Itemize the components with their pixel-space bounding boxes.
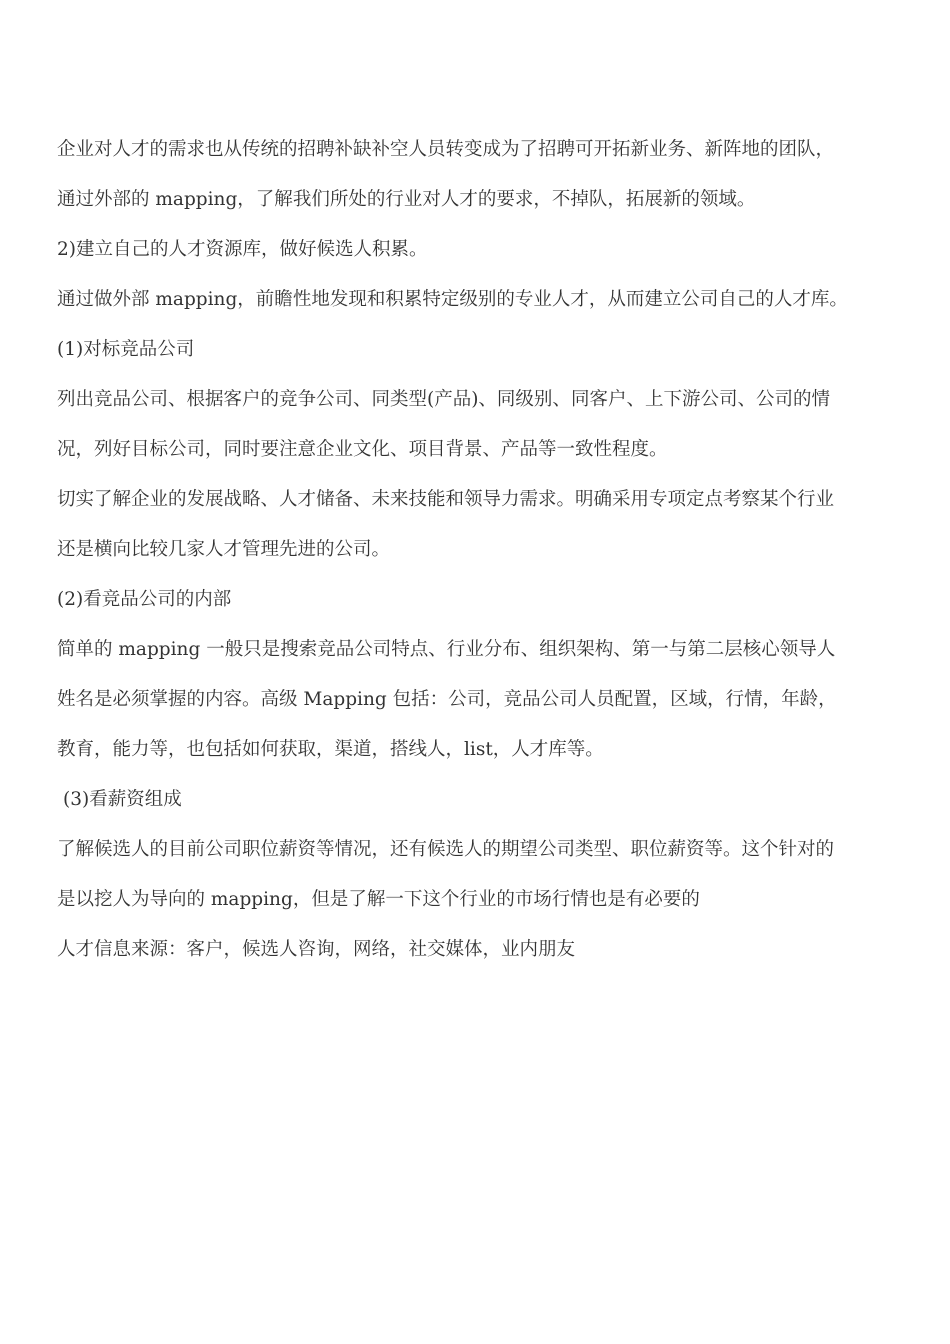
paragraph-line: 姓名是必须掌握的内容。高级 Mapping 包括：公司，竞品公司人员配置，区域，行情，年龄， (57, 689, 837, 710)
paragraph-line: 况，列好目标公司，同时要注意企业文化、项目背景、产品等一致性程度。 (57, 439, 668, 460)
paragraph-line: 是以挖人为导向的 mapping，但是了解一下这个行业的市场行情也是有必要的 (57, 889, 700, 910)
subsection-heading: (2)看竞品公司的内部 (57, 589, 232, 610)
paragraph-line: 企业对人才的需求也从传统的招聘补缺补空人员转变成为了招聘可开拓新业务、新阵地的团队， (57, 139, 835, 160)
paragraph-line: 通过外部的 mapping，了解我们所处的行业对人才的要求，不掉队，拓展新的领域。 (57, 189, 756, 210)
paragraph-line: 教育，能力等，也包括如何获取，渠道，搭线人，list，人才库等。 (57, 739, 604, 760)
document-body (57, 133, 877, 983)
paragraph-line: 人才信息来源：客户，候选人咨询，网络，社交媒体，业内朋友 (57, 939, 576, 960)
paragraph-line: 切实了解企业的发展战略、人才储备、未来技能和领导力需求。明确采用专项定点考察某个行业 (57, 489, 835, 510)
paragraph-line: 还是横向比较几家人才管理先进的公司。 (57, 539, 391, 560)
section-heading: 2)建立自己的人才资源库，做好候选人积累。 (57, 239, 428, 260)
paragraph-line: 简单的 mapping 一般只是搜索竞品公司特点、行业分布、组织架构、第一与第二层核心领导人 (57, 639, 836, 660)
paragraph-line: 通过做外部 mapping，前瞻性地发现和积累特定级别的专业人才，从而建立公司自己的人才库。 (57, 289, 848, 310)
paragraph-line: 列出竞品公司、根据客户的竞争公司、同类型(产品)、同级别、同客户、上下游公司、公司的情 (57, 389, 830, 410)
subsection-heading: (3)看薪资组成 (63, 789, 182, 810)
subsection-heading: (1)对标竞品公司 (57, 339, 195, 360)
paragraph-line: 了解候选人的目前公司职位薪资等情况，还有候选人的期望公司类型、职位薪资等。这个针对的 (57, 839, 835, 860)
